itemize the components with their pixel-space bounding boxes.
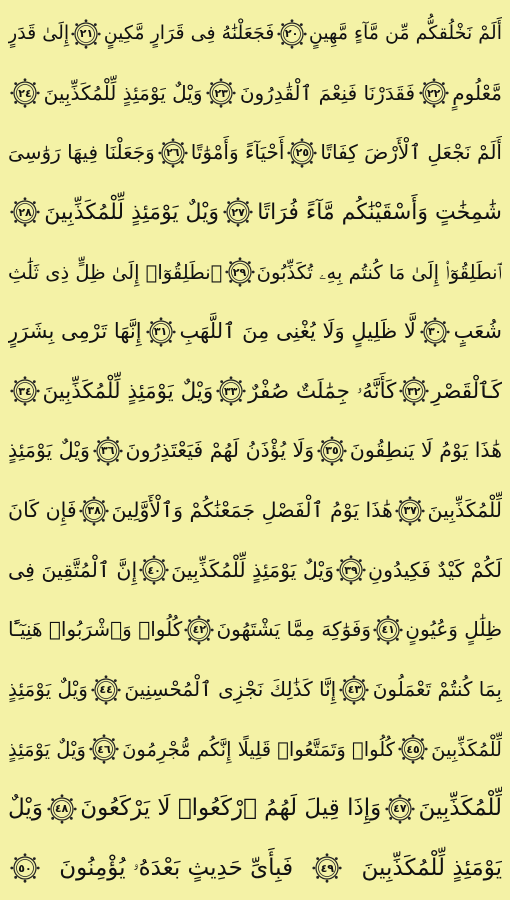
verse-text: لَكُمْ كَيْدٌ فَكِيدُونِ xyxy=(368,557,502,582)
ayah-number-marker xyxy=(139,555,169,585)
ayah-number-marker xyxy=(10,853,40,883)
ayah-number-marker xyxy=(47,794,77,824)
ayah-number-marker xyxy=(419,78,449,108)
verse-text: لِّلْمُكَذِّبِينَ xyxy=(427,498,502,523)
verse-text: مَّعْلُومٍ xyxy=(452,80,502,105)
verse-text: يَوْمَئِذٍ لِّلْمُكَذِّبِينَ xyxy=(361,854,502,881)
ayah-number: ٣١ xyxy=(153,325,168,339)
verse-text: لِّلْمُكَذِّبِينَ xyxy=(431,737,502,761)
ayah-number: ٢٥ xyxy=(295,146,310,160)
ayah-number: ٢٢ xyxy=(426,86,441,100)
ayah-number: ٤٨ xyxy=(54,802,69,816)
ayah-number: ٣٥ xyxy=(325,444,339,458)
text-line xyxy=(8,483,502,538)
verse-text: فَإِن كَانَ xyxy=(8,498,77,523)
text-line xyxy=(8,841,502,896)
verse-text: وَجَعَلْنَا فِيهَا رَوَٰسِىَ xyxy=(8,140,155,165)
verse-text: إِلَىٰ قَدَرٍ xyxy=(8,22,70,44)
ayah-number-marker xyxy=(79,496,109,526)
ayah-number: ٢٤ xyxy=(18,86,32,100)
verse-text: إِنَّ ٱلْمُتَّقِينَ فِى xyxy=(8,557,138,582)
ayah-number-marker xyxy=(71,19,101,49)
ayah-number-marker xyxy=(223,197,253,227)
text-line xyxy=(8,543,502,598)
verse-text: فَجَعَلْنَٰهُ فِى قَرَارٍ مَّكِينٍ xyxy=(103,22,275,44)
verse-text: وَيْلٌ يَوْمَئِذٍ لِّلْمُكَذِّبِينَ xyxy=(171,557,335,582)
verse-text: وَيْلٌ xyxy=(8,795,43,822)
verse-text: شُعَبٍ xyxy=(453,319,502,344)
ayah-number-marker xyxy=(146,317,176,347)
verse-text: بِمَا كُنتُمْ تَعْمَلُونَ xyxy=(372,677,502,702)
verse-text: وَيْلٌ يَوْمَئِذٍ xyxy=(8,737,86,761)
ayah-number: ٤٣ xyxy=(347,683,362,697)
verse-text: لَّا ظَلِيلٍ وَلَا يُغْنِى مِنَ ٱللَّهَبِ xyxy=(179,319,416,344)
ayah-number-marker xyxy=(206,78,236,108)
ayah-number-marker xyxy=(158,138,188,168)
ayah-number-marker xyxy=(399,376,429,406)
ayah-number: ٤٧ xyxy=(393,802,407,816)
verse-text: وَيْلٌ يَوْمَئِذٍ لِّلْمُكَذِّبِينَ xyxy=(44,199,219,225)
ayah-number: ٢٣ xyxy=(214,86,228,100)
ayah-number: ٢٧ xyxy=(231,205,245,219)
ayah-number-marker xyxy=(398,734,428,764)
verse-text: ٱنطَلِقُوٓا۟ إِلَىٰ مَا كُنتُم بِهِۦ تُكَذِّبُونَ xyxy=(256,260,502,284)
verse-text: وَيْلٌ يَوْمَئِذٍ لِّلْمُكَذِّبِينَ xyxy=(43,80,203,105)
text-line xyxy=(8,304,502,359)
ayah-number: ٣٧ xyxy=(403,504,417,518)
ayah-number-marker xyxy=(339,675,369,705)
verse-text: أَحْيَآءً وَأَمْوَٰتًا xyxy=(190,140,285,165)
verse-text: هَٰذَا يَوْمُ ٱلْفَصْلِ جَمَعْنَٰكُمْ وَٱلْأَوَّلِينَ xyxy=(111,498,393,523)
text-line xyxy=(8,602,502,657)
ayah-number-marker xyxy=(317,436,347,466)
text-line xyxy=(8,722,502,777)
ayah-number: ٣٣ xyxy=(223,384,238,398)
verse-text: وَلَا يُؤْذَنُ لَهُمْ فَيَعْتَذِرُونَ xyxy=(125,438,315,463)
ayah-number: ٤٦ xyxy=(97,742,111,756)
verse-text: أَلَمْ نَخْلُقكُّم مِّن مَّآءٍ مَّهِينٍ xyxy=(308,22,502,44)
verse-text: كَٱلْقَصْرِ xyxy=(431,378,502,404)
verse-text: إِنَّهَا تَرْمِى بِشَرَرٍ xyxy=(8,319,142,344)
ayah-number: ٤٥ xyxy=(406,742,420,756)
ayah-number-marker xyxy=(277,19,307,49)
ayah-number-marker xyxy=(287,138,317,168)
text-line xyxy=(8,781,502,836)
verse-text: فَبِأَىِّ حَدِيثٍ بَعْدَهُۥ يُؤْمِنُونَ xyxy=(59,854,294,881)
verse-text: ظِلَٰلٍ وَعُيُونٍ xyxy=(405,617,502,642)
verse-text: فَقَدَرْنَا فَنِعْمَ ٱلْقَٰدِرُونَ xyxy=(239,80,416,105)
verse-text: وَيْلٌ يَوْمَئِذٍ لِّلْمُكَذِّبِينَ xyxy=(42,378,214,404)
ayah-number-marker xyxy=(385,794,415,824)
ayah-number: ٣٨ xyxy=(87,504,101,518)
text-line xyxy=(8,66,502,121)
ayah-number-marker xyxy=(93,436,123,466)
ayah-number: ٢٩ xyxy=(232,265,247,279)
ayah-number-marker xyxy=(216,376,246,406)
ayah-number-marker xyxy=(312,853,342,883)
verse-text: هَٰذَا يَوْمُ لَا يَنطِقُونَ xyxy=(349,438,502,463)
verse-text: إِنَّا كَذَٰلِكَ نَجْزِى ٱلْمُحْسِنِينَ xyxy=(124,677,337,702)
ayah-number: ٢٠ xyxy=(284,27,299,40)
text-line xyxy=(8,245,502,300)
verse-text: كُلُوا۟ وَتَمَتَّعُوا۟ قَلِيلًا إِنَّكُم مُّجْرِمُونَ xyxy=(122,737,395,761)
ayah-number: ٤١ xyxy=(381,623,395,637)
ayah-number-marker xyxy=(225,257,255,287)
verse-text: وَإِذَا قِيلَ لَهُمُ ٱرْكَعُوا۟ لَا يَرْكَعُونَ xyxy=(80,795,382,822)
verse-text: لِّلْمُكَذِّبِينَ xyxy=(418,795,502,822)
ayah-number: ٤٩ xyxy=(320,861,335,875)
verse-text: وَيْلٌ يَوْمَئِذٍ xyxy=(8,677,88,702)
ayah-number-marker xyxy=(336,555,366,585)
text-line xyxy=(8,125,502,180)
ayah-number-marker xyxy=(10,197,40,227)
ayah-number-marker xyxy=(184,615,214,645)
ayah-number-marker xyxy=(10,78,40,108)
ayah-number: ٣٠ xyxy=(428,325,442,339)
ayah-number: ٢٦ xyxy=(166,146,180,160)
ayah-number-marker xyxy=(395,496,425,526)
ayah-number: ٤٠ xyxy=(147,563,161,577)
verse-text: كَأَنَّهُۥ جِمَٰلَتٌ صُفْرٌ xyxy=(248,378,397,404)
ayah-number: ٣٤ xyxy=(18,384,32,398)
verse-text: أَلَمْ نَجْعَلِ ٱلْأَرْضَ كِفَاتًا xyxy=(320,140,502,165)
ayah-number: ٣٦ xyxy=(100,444,115,458)
verse-text: وَيْلٌ يَوْمَئِذٍ xyxy=(8,438,90,463)
ayah-number-marker xyxy=(91,675,121,705)
text-line xyxy=(8,364,502,419)
ayah-number-marker xyxy=(89,734,119,764)
text-line xyxy=(8,662,502,717)
ayah-number-marker xyxy=(373,615,403,645)
ayah-number-marker xyxy=(420,317,450,347)
text-line xyxy=(8,185,502,240)
ayah-number: ٣٢ xyxy=(407,384,421,398)
verse-text: شَٰمِخَٰتٍ وَأَسْقَيْنَٰكُم مَّآءً فُرَاتًا xyxy=(257,199,502,225)
ayah-number: ٢٨ xyxy=(18,205,32,219)
text-line xyxy=(8,423,502,478)
ayah-number: ٢١ xyxy=(79,27,94,40)
text-line xyxy=(8,6,502,61)
ayah-number: ٤٢ xyxy=(192,623,207,637)
verse-text: ٱنطَلِقُوٓا۟ إِلَىٰ ظِلٍّ ذِى ثَلَٰثِ xyxy=(8,260,223,284)
verse-text: وَفَوَٰكِهَ مِمَّا يَشْتَهُونَ xyxy=(216,617,372,642)
ayah-number: ٤٤ xyxy=(99,683,113,697)
ayah-number-marker xyxy=(10,376,40,406)
ayah-number: ٣٩ xyxy=(344,563,358,577)
ayah-number: ٥٠ xyxy=(18,861,32,875)
verse-text: كُلُوا۟ وَٱشْرَبُوا۟ هَنِيٓـًٔا xyxy=(8,617,183,642)
